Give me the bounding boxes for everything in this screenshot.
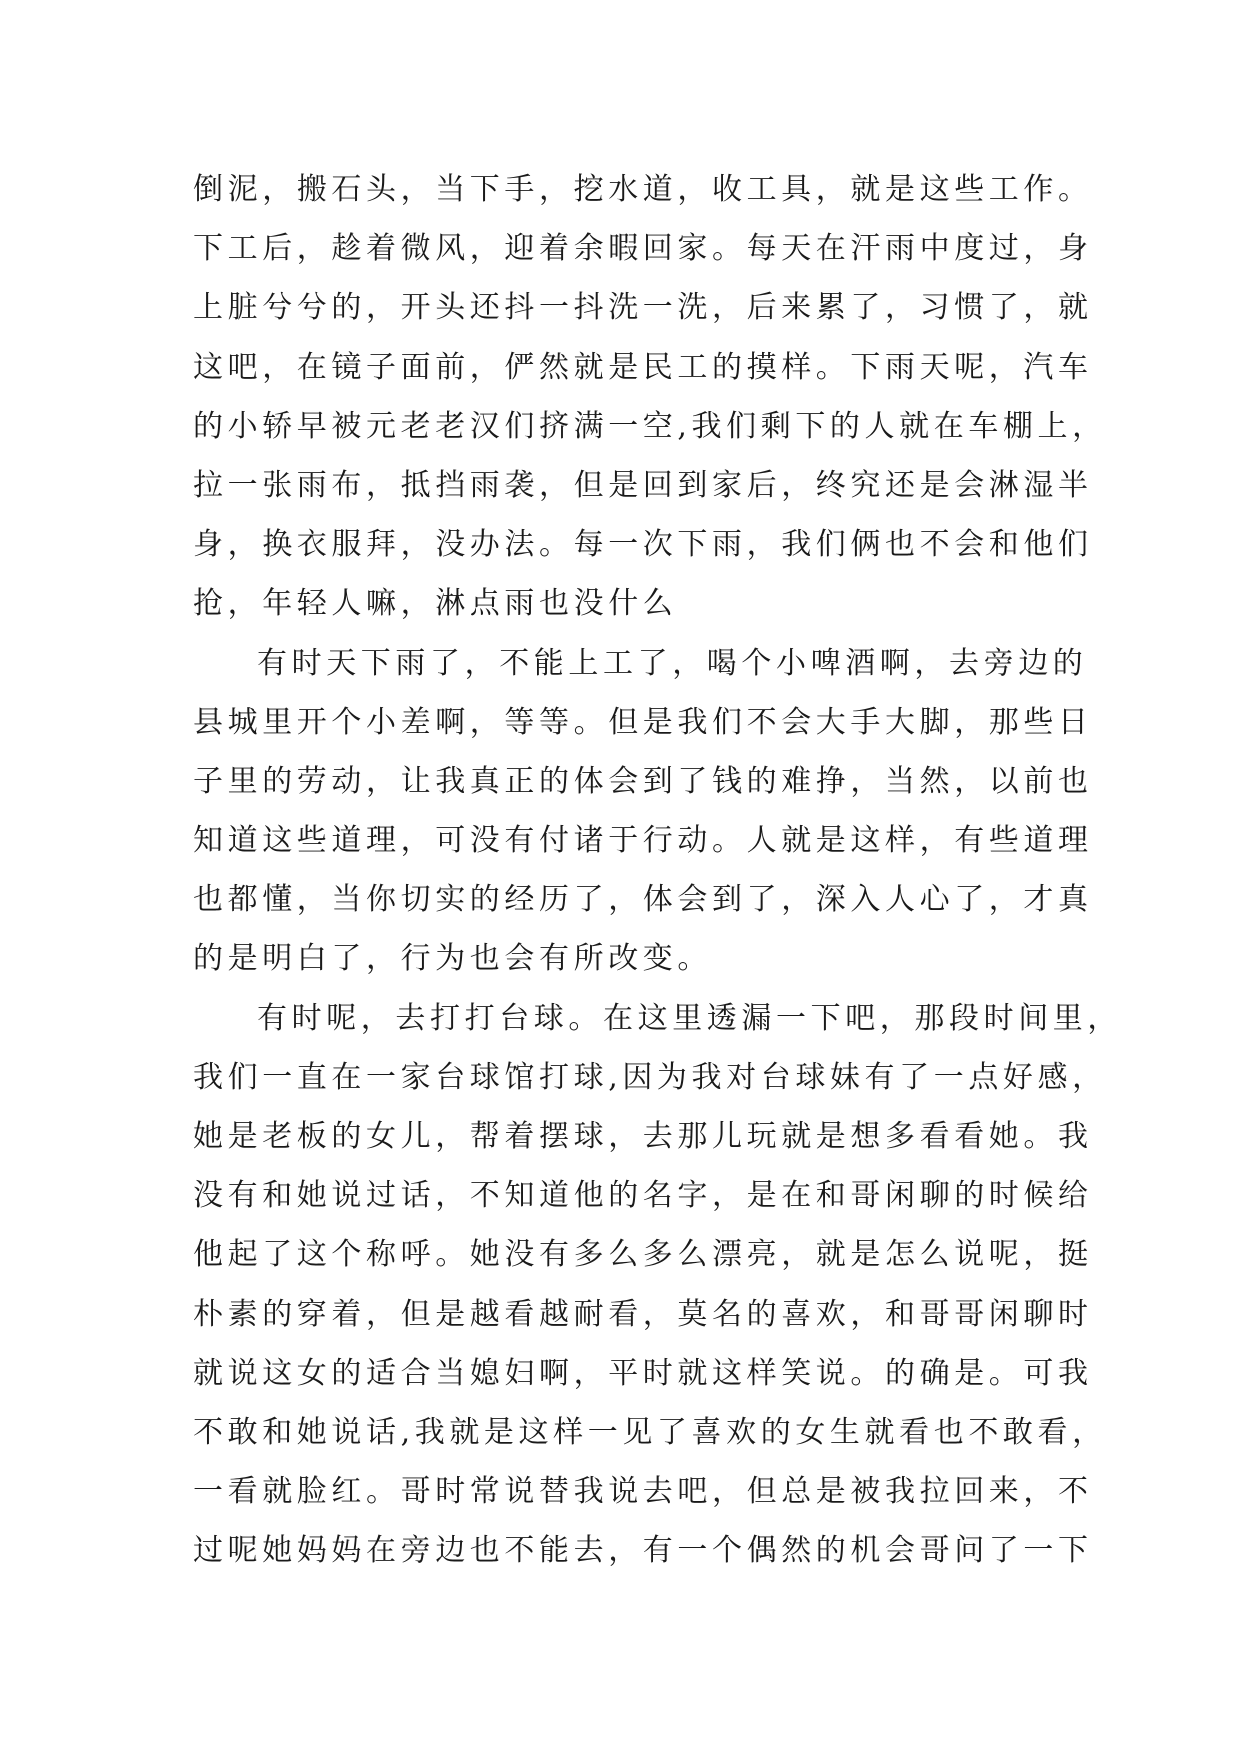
- text-line: 她是老板的女儿，帮着摆球，去那儿玩就是想多看看她。我: [193, 1119, 1093, 1154]
- text-line: 下工后，趁着微风，迎着余暇回家。每天在汗雨中度过，身: [193, 231, 1093, 267]
- text-line: 知道这些道理，可没有付诸于行动。人就是这样，有些道理: [193, 823, 1093, 859]
- text-line: 的小轿早被元老老汉们挤满一空,我们剩下的人就在车棚上，: [193, 408, 1107, 444]
- text-line: 倒泥，搬石头，当下手，挖水道，收工具，就是这些工作。: [193, 172, 1093, 207]
- text-line: 他起了这个称呼。她没有多么多么漂亮，就是怎么说呢，挺: [193, 1237, 1093, 1273]
- text-line: 朴素的穿着，但是越看越耐看，莫名的喜欢，和哥哥闲聊时: [193, 1296, 1093, 1332]
- text-line: 我们一直在一家台球馆打球,因为我对台球妹有了一点好感，: [193, 1059, 1107, 1095]
- text-line: 这吧，在镜子面前，俨然就是民工的摸样。下雨天呢，汽车: [193, 349, 1093, 385]
- text-line: 身，换衣服拜，没办法。每一次下雨，我们俩也不会和他们: [193, 527, 1093, 563]
- text-line: 子里的劳动，让我真正的体会到了钱的难挣，当然，以前也: [193, 763, 1093, 799]
- text-line: 拉一张雨布，抵挡雨袭，但是回到家后，终究还是会淋湿半: [193, 467, 1093, 503]
- text-line: 也都懂，当你切实的经历了，体会到了，深入人心了，才真: [193, 882, 1093, 918]
- text-line: 过呢她妈妈在旁边也不能去，有一个偶然的机会哥问了一下: [193, 1533, 1093, 1569]
- text-line: 的是明白了，行为也会有所改变。: [193, 941, 712, 977]
- text-line: 没有和她说过话，不知道他的名字，是在和哥闲聊的时候给: [193, 1178, 1093, 1214]
- text-line: 县城里开个小差啊，等等。但是我们不会大手大脚，那些日: [193, 704, 1093, 740]
- text-line: 就说这女的适合当媳妇啊，平时就这样笑说。的确是。可我: [193, 1355, 1093, 1391]
- text-line: 一看就脸红。哥时常说替我说去吧，但总是被我拉回来，不: [193, 1474, 1093, 1510]
- body-text: [193, 160, 1122, 1581]
- text-line: 抢，年轻人嘛，淋点雨也没什么: [193, 586, 678, 622]
- text-line: 不敢和她说话,我就是这样一见了喜欢的女生就看也不敢看，: [193, 1414, 1107, 1450]
- text-line: 有时呢，去打打台球。在这里透漏一下吧，那段时间里，: [257, 1000, 1122, 1036]
- text-line: 上脏兮兮的，开头还抖一抖洗一洗，后来累了，习惯了，就: [193, 290, 1093, 326]
- text-line: 有时天下雨了，不能上工了，喝个小啤酒啊，去旁边的: [257, 645, 1088, 681]
